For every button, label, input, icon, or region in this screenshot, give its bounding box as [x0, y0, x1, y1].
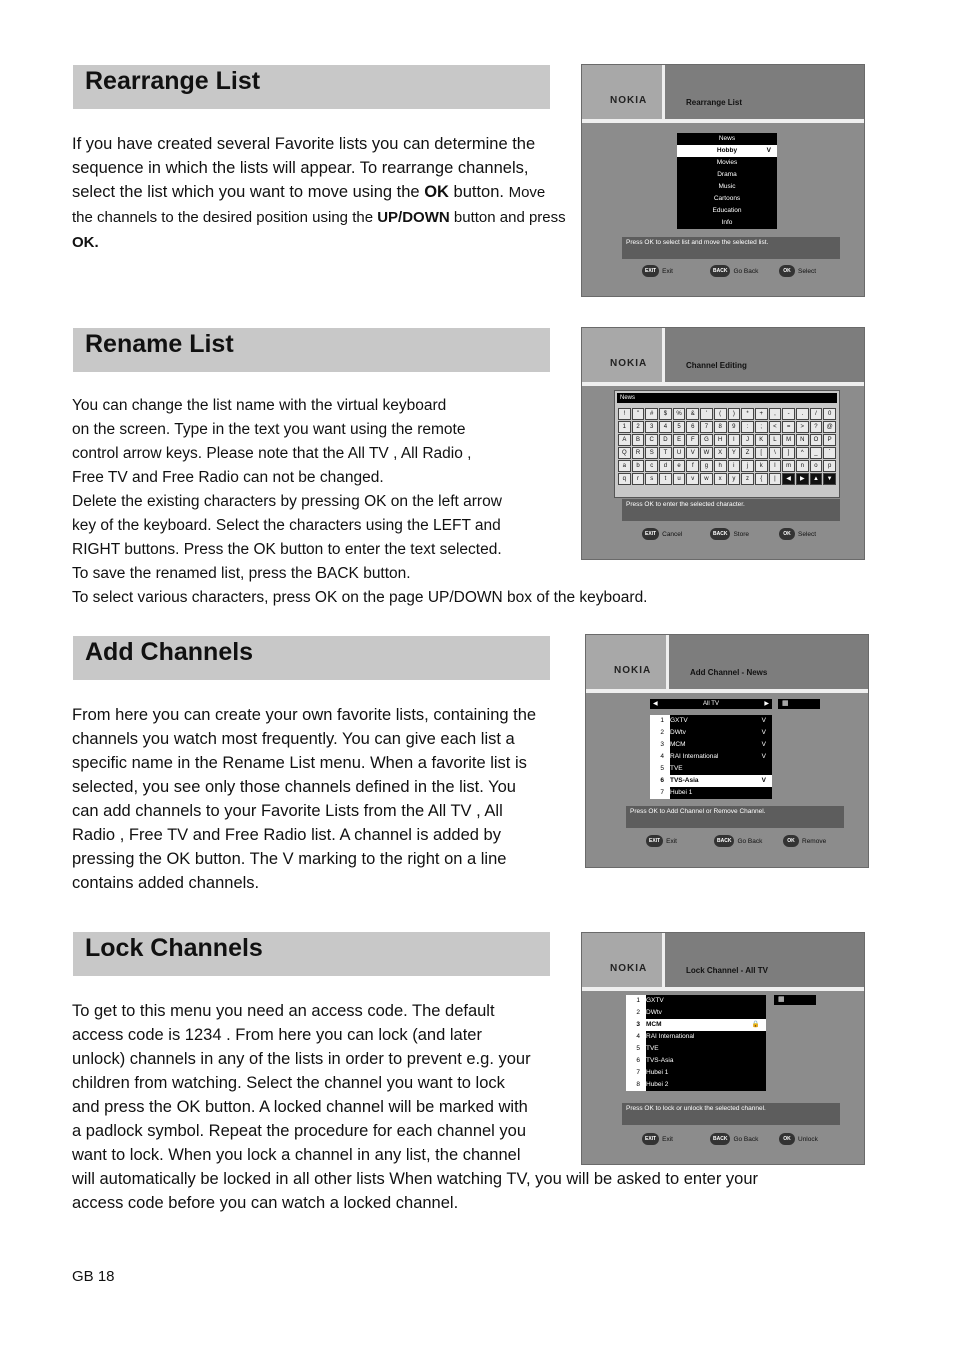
channel-number: 1 — [626, 995, 646, 1007]
keyboard-key[interactable]: \ — [769, 447, 782, 459]
nokia-logo: NOKIA — [614, 665, 652, 676]
lock-channels-text: To get to this menu you need an access code. The default access code is 1234 . From here you can lock (and later unlock) channels in any of the lists in order to prevent e.g. your children from watching. Select the channel you want to lock and press the OK button. A locked channel will be marked with a padlock symbol. Repeat the procedure for each channel you want to lock. When you lock a channel in any list, the channel will automatically be locked in all other lists When watching TV, you will be asked to enter your access code before you can watch a locked channel. — [72, 1002, 759, 1212]
nokia-logo: NOKIA — [610, 95, 648, 106]
keyboard-key[interactable]: % — [673, 408, 686, 420]
keyboard-key[interactable]: 3 — [645, 421, 658, 433]
keyboard-key[interactable]: ? — [810, 421, 823, 433]
channel-number: 7 — [626, 1067, 646, 1079]
footer-select[interactable]: OK Select — [779, 528, 816, 540]
keyboard-key[interactable]: p — [823, 460, 836, 472]
channel-row[interactable] — [626, 1019, 766, 1031]
footer-exit[interactable]: EXIT Exit — [642, 265, 673, 277]
keyboard-key[interactable]: ▲ — [810, 473, 823, 485]
padlock-icon: 🔒 — [751, 1021, 760, 1028]
keyboard-key[interactable]: w — [700, 473, 713, 485]
ok-button-icon: OK — [779, 528, 795, 540]
channel-number: 6 — [626, 1055, 646, 1067]
footer-back[interactable]: BACK Go Back — [710, 265, 758, 277]
keyboard-key[interactable]: 0 — [823, 408, 836, 420]
keyboard-key[interactable]: D — [659, 434, 672, 446]
keyboard-key[interactable]: J — [741, 434, 754, 446]
keyboard-key[interactable]: < — [769, 421, 782, 433]
virtual-keyboard — [614, 390, 840, 498]
heading-rename-list: Rename List — [73, 328, 550, 372]
channel-name: TVS-Asia — [670, 777, 699, 784]
channel-number: 5 — [626, 1043, 646, 1055]
keyboard-key[interactable]: 2 — [632, 421, 645, 433]
lock-channels-screenshot — [581, 932, 865, 1165]
keyboard-key[interactable]: P — [823, 434, 836, 446]
keyboard-key[interactable]: G — [700, 434, 713, 446]
keyboard-key[interactable]: z — [741, 473, 754, 485]
keyboard-key[interactable]: d — [659, 460, 672, 472]
keyboard-key[interactable]: s — [645, 473, 658, 485]
added-mark: V — [761, 741, 766, 748]
screen-title: Rearrange List — [686, 98, 743, 107]
keyboard-key[interactable]: 8 — [714, 421, 727, 433]
keyboard-key[interactable]: | — [769, 473, 782, 485]
keyboard-keys — [618, 408, 836, 485]
keyboard-key[interactable]: " — [632, 408, 645, 420]
channel-row[interactable] — [650, 787, 772, 799]
channel-row[interactable] — [626, 1055, 766, 1067]
keyboard-key[interactable]: o — [810, 460, 823, 472]
arrow-left-icon[interactable]: ◀ — [653, 701, 658, 707]
channel-row[interactable] — [650, 715, 772, 727]
keyboard-key[interactable]: 1 — [618, 421, 631, 433]
channel-name: DWtv — [646, 1009, 662, 1016]
rearrange-text: If you have created several Favorite lists you can determine the sequence in which the lists will appear. To rearrange channels, select the list which you want to move using the OK button. Move the channels to the desired position using the UP/DOWN button and press OK. — [72, 135, 566, 251]
footer-remove[interactable]: OK Remove — [783, 835, 826, 847]
keyboard-key[interactable]: ` — [823, 447, 836, 459]
keyboard-key[interactable]: U — [673, 447, 686, 459]
keyboard-key[interactable]: q — [618, 473, 631, 485]
keyboard-key[interactable]: b — [632, 460, 645, 472]
channel-number: 2 — [626, 1007, 646, 1019]
keyboard-key[interactable]: Y — [728, 447, 741, 459]
keyboard-key[interactable]: 6 — [686, 421, 699, 433]
keyboard-key[interactable]: j — [741, 460, 754, 472]
footer-ok[interactable]: OK Select — [779, 265, 816, 277]
rearrange-screenshot — [581, 64, 865, 297]
footer-store[interactable]: BACK Store — [710, 528, 749, 540]
keyboard-key[interactable]: R — [632, 447, 645, 459]
keyboard-key[interactable]: V — [686, 447, 699, 459]
channel-row[interactable] — [626, 1031, 766, 1043]
channel-row[interactable] — [650, 751, 772, 763]
keyboard-key[interactable]: e — [673, 460, 686, 472]
keyboard-key[interactable]: n — [796, 460, 809, 472]
heading-add-channels: Add Channels — [73, 636, 550, 680]
added-mark: V — [761, 777, 766, 784]
ok-button-icon: OK — [783, 835, 799, 847]
channel-name: MCM — [670, 741, 686, 748]
keyboard-key[interactable]: 9 — [728, 421, 741, 433]
channel-name: TVE — [646, 1045, 659, 1052]
channel-list — [626, 995, 766, 1091]
exit-button-icon: EXIT — [642, 1133, 659, 1145]
keyboard-key[interactable]: = — [782, 421, 795, 433]
keyboard-key[interactable]: ] — [782, 447, 795, 459]
keyboard-key[interactable]: r — [632, 473, 645, 485]
keyboard-key[interactable]: B — [632, 434, 645, 446]
keyboard-key[interactable]: N — [796, 434, 809, 446]
channel-row[interactable] — [626, 1067, 766, 1079]
keyboard-key[interactable]: @ — [823, 421, 836, 433]
keyboard-key[interactable]: T — [659, 447, 672, 459]
list-item[interactable]: Movies — [716, 159, 738, 166]
keyboard-key[interactable]: _ — [810, 447, 823, 459]
screen-title: Channel Editing — [686, 361, 747, 370]
screen-title: Lock Channel - All TV — [686, 966, 768, 975]
keyboard-key[interactable]: Z — [741, 447, 754, 459]
channel-row[interactable] — [650, 763, 772, 775]
channel-name: RAI International — [670, 753, 719, 760]
keyboard-key[interactable]: v — [686, 473, 699, 485]
channel-number: 6 — [650, 775, 670, 787]
page-number: GB 18 — [72, 1268, 115, 1285]
keyboard-key[interactable]: { — [755, 473, 768, 485]
keyboard-key[interactable]: A — [618, 434, 631, 446]
footer-unlock[interactable]: OK Unlock — [779, 1133, 818, 1145]
keyboard-key[interactable]: [ — [755, 447, 768, 459]
exit-button-icon: EXIT — [646, 835, 663, 847]
list-selector[interactable]: ◀ All TV ▶ — [650, 699, 772, 709]
keyboard-key[interactable]: m — [782, 460, 795, 472]
exit-button-icon: EXIT — [642, 528, 659, 540]
footer-exit[interactable]: EXIT Exit — [642, 1133, 673, 1145]
name-input[interactable]: News — [617, 393, 837, 403]
keyboard-key[interactable]: ^ — [796, 447, 809, 459]
grid-icon: ▦ — [778, 699, 820, 709]
channel-number: 3 — [650, 739, 670, 751]
added-mark: V — [761, 717, 766, 724]
footer-back[interactable]: BACK Go Back — [710, 1133, 758, 1145]
keyboard-key[interactable]: l — [769, 460, 782, 472]
keyboard-key[interactable]: W — [700, 447, 713, 459]
keyboard-key[interactable]: S — [645, 447, 658, 459]
channel-row[interactable] — [626, 995, 766, 1007]
hint-bar: Press OK to select list and move the selected list. — [622, 237, 840, 259]
keyboard-key[interactable]: i — [728, 460, 741, 472]
keyboard-key[interactable]: k — [755, 460, 768, 472]
list-item[interactable]: News — [718, 135, 736, 142]
keyboard-key[interactable]: ◀ — [782, 473, 795, 485]
list-item-selected[interactable]: Hobby V — [677, 145, 777, 157]
channel-row[interactable] — [626, 1007, 766, 1019]
hint-bar: Press OK to enter the selected character. — [622, 499, 840, 521]
keyboard-key[interactable]: f — [686, 460, 699, 472]
channel-name: TVE — [670, 765, 683, 772]
list-item[interactable]: Info — [721, 219, 733, 226]
keyboard-key[interactable]: H — [714, 434, 727, 446]
channel-name: Hubei 1 — [670, 789, 693, 796]
list-item[interactable]: Education — [712, 207, 742, 214]
rename-text: You can change the list name with the virtual keyboard on the screen. Type in the text you want using the remote control arrow keys. Please note that the All TV , All Radio , Free TV and Free Radio can not be changed. Delete the existing characters by pressing OK on the left arrow key of the keyboard. Select the characters using the LEFT and RIGHT buttons. Press the OK button to enter the text selected. To save the renamed list, press the BACK button. To select various characters, press OK on the page UP/DOWN box of the keyboard. — [72, 397, 648, 606]
channel-name: TVS-Asia — [646, 1057, 674, 1064]
keyboard-key[interactable]: K — [755, 434, 768, 446]
ok-button-icon: OK — [779, 265, 795, 277]
keyboard-key[interactable]: y — [728, 473, 741, 485]
keyboard-key[interactable]: # — [645, 408, 658, 420]
keyboard-key[interactable]: > — [796, 421, 809, 433]
list-item[interactable]: Drama — [717, 171, 737, 178]
keyboard-key[interactable]: a — [618, 460, 631, 472]
keyboard-key[interactable]: ; — [755, 421, 768, 433]
channel-number: 2 — [650, 727, 670, 739]
keyboard-key[interactable]: / — [810, 408, 823, 420]
keyboard-key[interactable]: h — [714, 460, 727, 472]
channel-number: 4 — [650, 751, 670, 763]
channel-number: 8 — [626, 1079, 646, 1091]
keyboard-key[interactable]: t — [659, 473, 672, 485]
nokia-logo: NOKIA — [610, 358, 648, 369]
channel-name: GXTV — [670, 717, 688, 724]
keyboard-key[interactable]: & — [686, 408, 699, 420]
channel-row[interactable] — [626, 1043, 766, 1055]
keyboard-key[interactable]: * — [741, 408, 754, 420]
keyboard-key[interactable]: ▶ — [796, 473, 809, 485]
channel-row[interactable] — [650, 739, 772, 751]
add-channels-screenshot — [585, 634, 869, 868]
channel-number: 7 — [650, 787, 670, 799]
list-item[interactable]: Music — [718, 183, 736, 190]
back-button-icon: BACK — [710, 265, 730, 277]
keyboard-key[interactable]: u — [673, 473, 686, 485]
channel-number: 5 — [650, 763, 670, 775]
keyboard-key[interactable]: 5 — [673, 421, 686, 433]
keyboard-key[interactable]: g — [700, 460, 713, 472]
keyboard-key[interactable]: 4 — [659, 421, 672, 433]
heading-rearrange-list: Rearrange List — [73, 65, 550, 109]
footer-exit[interactable]: EXIT Exit — [646, 835, 677, 847]
channel-number: 4 — [626, 1031, 646, 1043]
screen-title: Add Channel - News — [690, 668, 768, 677]
channel-name: Hubei 2 — [646, 1081, 669, 1088]
keyboard-key[interactable]: F — [686, 434, 699, 446]
keyboard-key[interactable]: : — [741, 421, 754, 433]
keyboard-key[interactable]: M — [782, 434, 795, 446]
keyboard-key[interactable]: Q — [618, 447, 631, 459]
ok-button-icon: OK — [779, 1133, 795, 1145]
nokia-logo: NOKIA — [610, 963, 648, 974]
keyboard-key[interactable]: x — [714, 473, 727, 485]
keyboard-key[interactable]: ( — [714, 408, 727, 420]
favorite-list — [677, 133, 777, 229]
channel-name: RAI International — [646, 1033, 695, 1040]
channel-row[interactable] — [650, 775, 772, 787]
keyboard-key[interactable]: O — [810, 434, 823, 446]
channel-row[interactable] — [626, 1079, 766, 1091]
keyboard-key[interactable]: $ — [659, 408, 672, 420]
keyboard-key[interactable]: C — [645, 434, 658, 446]
channel-name: DWtv — [670, 729, 686, 736]
keyboard-key[interactable]: , — [769, 408, 782, 420]
keyboard-key[interactable]: ) — [728, 408, 741, 420]
rename-screenshot — [581, 327, 865, 560]
list-item[interactable]: Cartoons — [713, 195, 741, 202]
keyboard-key[interactable]: ' — [700, 408, 713, 420]
keyboard-key[interactable]: X — [714, 447, 727, 459]
hint-bar: Press OK to Add Channel or Remove Channel. — [626, 806, 844, 828]
add-channels-text: From here you can create your own favorite lists, containing the channels you watch most frequently. You can give each list a specific name in the Rename List menu. When a favorite list is selected, you see only those channels defined in the list. You can add channels to your Favorite Lists from the All TV , All Radio , Free TV and Free Radio list. A channel is added by pressing the OK button. The V marking to the right on a line contains added channels. — [72, 706, 537, 892]
channel-name: Hubei 1 — [646, 1069, 669, 1076]
keyboard-key[interactable]: 7 — [700, 421, 713, 433]
arrow-right-icon[interactable]: ▶ — [764, 701, 769, 707]
grid-icon: ▦ — [774, 995, 816, 1005]
channel-name: MCM — [646, 1021, 662, 1028]
keyboard-key[interactable]: ▼ — [823, 473, 836, 485]
channel-list — [650, 715, 772, 799]
exit-button-icon: EXIT — [642, 265, 659, 277]
keyboard-key[interactable]: E — [673, 434, 686, 446]
keyboard-key[interactable]: L — [769, 434, 782, 446]
keyboard-key[interactable]: - — [782, 408, 795, 420]
check-mark: V — [766, 147, 771, 154]
channel-number: 1 — [650, 715, 670, 727]
keyboard-key[interactable]: . — [796, 408, 809, 420]
keyboard-key[interactable]: c — [645, 460, 658, 472]
channel-number: 3 — [626, 1019, 646, 1031]
back-button-icon: BACK — [710, 1133, 730, 1145]
keyboard-key[interactable]: ! — [618, 408, 631, 420]
back-button-icon: BACK — [714, 835, 734, 847]
hint-bar: Press OK to lock or unlock the selected channel. — [622, 1103, 840, 1125]
footer-back[interactable]: BACK Go Back — [714, 835, 762, 847]
back-button-icon: BACK — [710, 528, 730, 540]
keyboard-key[interactable]: + — [755, 408, 768, 420]
footer-cancel[interactable]: EXIT Cancel — [642, 528, 682, 540]
channel-name: GXTV — [646, 997, 664, 1004]
heading-lock-channels: Lock Channels — [73, 932, 550, 976]
added-mark: V — [761, 753, 766, 760]
keyboard-key[interactable]: I — [728, 434, 741, 446]
channel-row[interactable] — [650, 727, 772, 739]
added-mark: V — [761, 729, 766, 736]
